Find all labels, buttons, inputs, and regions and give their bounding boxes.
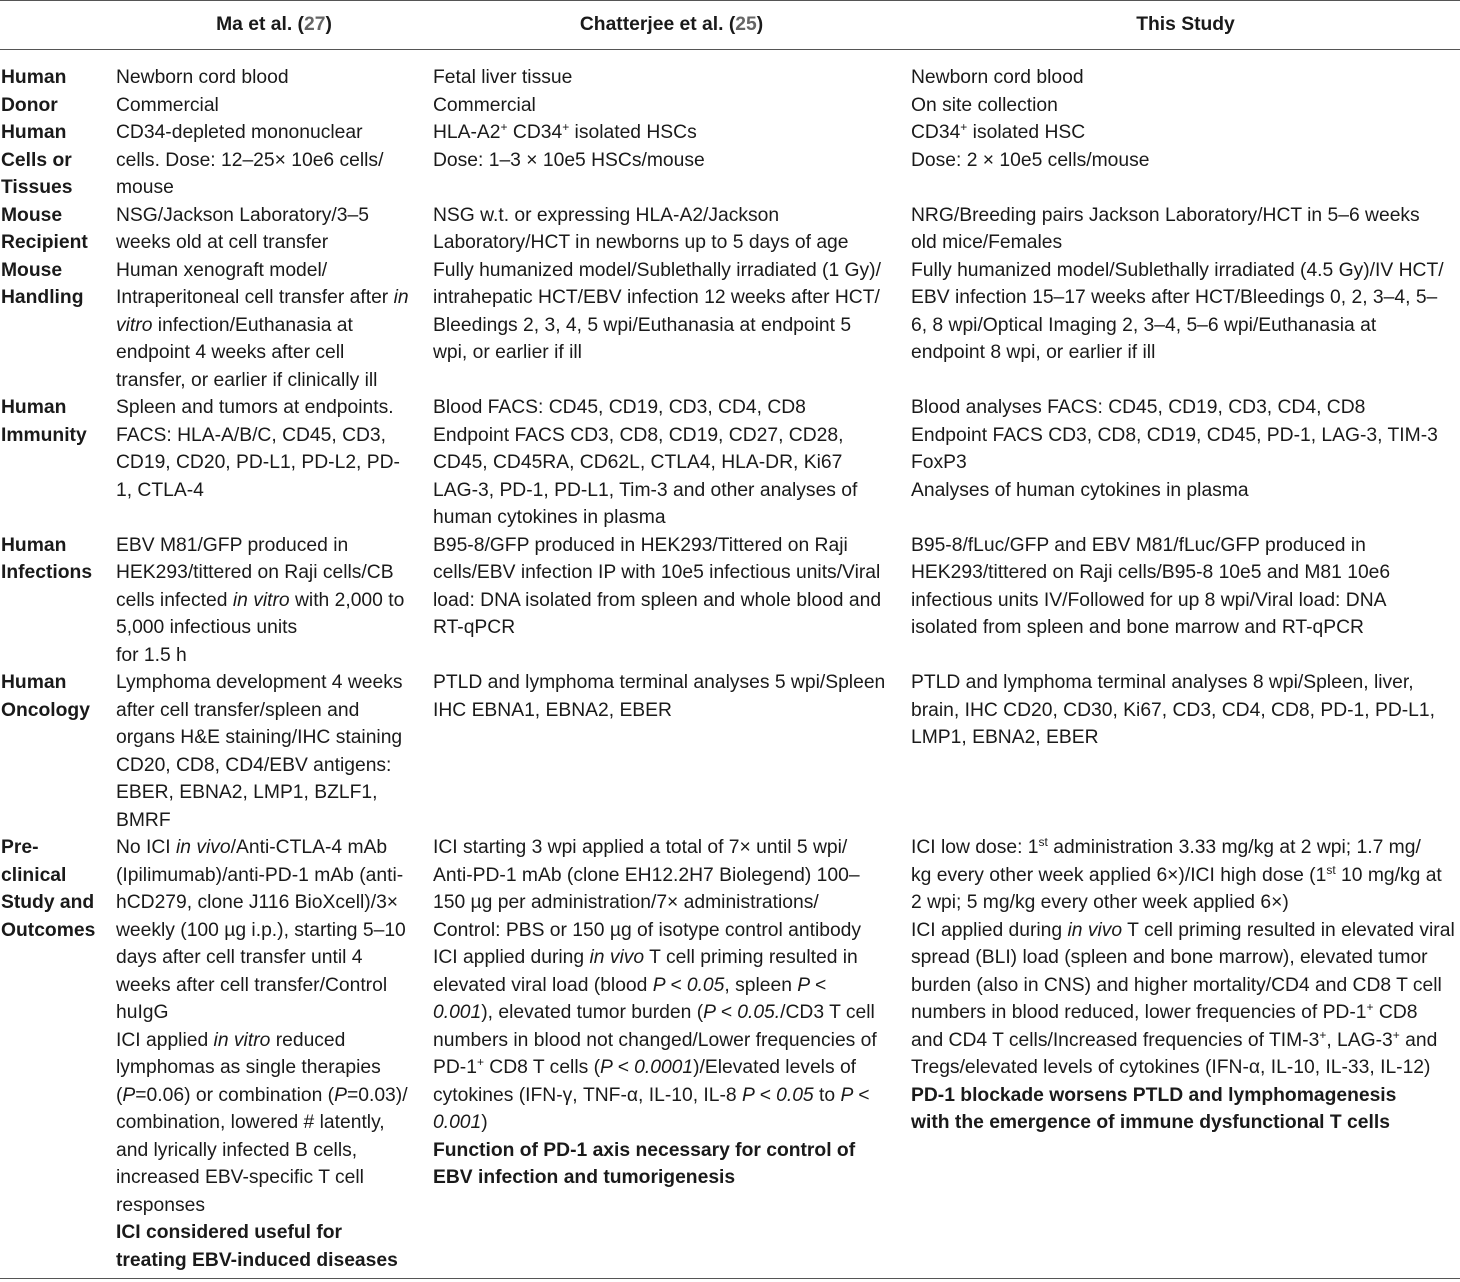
row-header-human-donor: Human Donor: [1, 67, 67, 116]
cell-chatterjee-immunity: Blood FACS: CD45, CD19, CD3, CD4, CD8 Endpoint FACS CD3, CD8, CD19, CD27, CD28, CD45, CD45RA, CD62L, CTLA4, HLA-DR, Ki67 LAG-3, PD-1, PD-L1, Tim-3 and other analyses of human cytokines in plasma: [433, 397, 858, 528]
cell-this-study-cells: CD34+ isolated HSC Dose: 2 × 10e5 cells/mouse: [911, 120, 1150, 171]
table-row: [0, 202, 1460, 257]
header-row: [0, 1, 1460, 50]
cell-this-study-infections: B95-8/fLuc/GFP and EBV M81/fLuc/GFP produced in HEK293/tittered on Raji cells/B95-8 10e5 and M81 10e6 infectious units IV/Followed for up 8 wpi/Viral load: DNA isolated from spleen and bone marrow and RT-qPCR: [911, 534, 1391, 638]
cell-ma-immunity: Spleen and tumors at endpoints. FACS: HLA-A/B/C, CD45, CD3, CD19, CD20, PD-L1, PD-L2, PD- 1, CTLA-4: [116, 397, 400, 501]
table-row: [0, 257, 1460, 395]
cell-this-study-handling: Fully humanized model/Sublethally irradiated (4.5 Gy)/IV HCT/ EBV infection 15–17 weeks after HCT/Bleedings 0, 2, 3–4, 5– 6, 8 wpi/Optical Imaging 2, 3–4, 5–6 wpi/Euthanasia at endpoint 8 wpi, or earlier if ill: [911, 259, 1444, 363]
row-header-mouse-handling: Mouse Handling: [1, 259, 84, 308]
cell-ma-cells: CD34-depleted mononuclear cells. Dose: 12–25× 10e6 cells/ mouse: [116, 122, 384, 198]
header-chatterjee: Chatterjee et al. (25): [432, 1, 911, 50]
cell-chatterjee-preclinical: ICI starting 3 wpi applied a total of 7× until 5 wpi/ Anti-PD-1 mAb (clone EH12.2H7 Biolegend) 100– 150 µg per administration/7× administrations/ Control: PBS or 150 µg of isotype control antibody ICI applied during in vivo T cell priming resulted in elevated viral load (blood P < 0.05, spleen P < 0.001), elevated tumor burden (P < 0.05./CD3 T cell numbers in blood not changed/Lower frequencies of PD-1+ CD8 T cells (P < 0.0001)/Elevated levels of cytokines (IFN-γ, TNF-α, IL-10, IL-8 P < 0.05 to P < 0.001) Function of PD-1 axis necessary for control of EBV infection and tumorigenesis: [432, 834, 911, 1282]
cell-ma-recipient: NSG/Jackson Laboratory/3–5 weeks old at cell transfer: [116, 204, 369, 253]
conclusion-chatterjee: Function of PD-1 axis necessary for control of EBV infection and tumorigenesis: [433, 1139, 856, 1188]
row-header-preclinical: Pre- clinical Study and Outcomes: [1, 837, 96, 941]
cell-ma-infections: EBV M81/GFP produced in HEK293/tittered on Raji cells/CB cells infected in vitro with 2,000 to 5,000 infectious units for 1.5 h: [116, 534, 405, 666]
ref-link-25[interactable]: 25: [735, 14, 757, 36]
cell-chatterjee-oncology: PTLD and lymphoma terminal analyses 5 wpi/Spleen IHC EBNA1, EBNA2, EBER: [433, 672, 886, 721]
cell-chatterjee-infections: B95-8/GFP produced in HEK293/Tittered on Raji cells/EBV infection IP with 10e5 infectious units/Viral load: DNA isolated from spleen and whole blood and RT-qPCR: [433, 534, 882, 638]
table-row: [0, 119, 1460, 202]
cell-ma-donor: Newborn cord blood Commercial: [116, 67, 289, 116]
header-ma: Ma et al. (27): [116, 1, 432, 50]
row-header-human-oncology: Human Oncology: [1, 672, 90, 721]
row-header-human-infections: Human Infections: [1, 534, 93, 583]
ref-link-27[interactable]: 27: [303, 14, 326, 36]
cell-chatterjee-recipient: NSG w.t. or expressing HLA-A2/Jackson Laboratory/HCT in newborns up to 5 days of age: [433, 204, 849, 253]
cell-ma-handling: Human xenograft model/ Intraperitoneal cell transfer after in vitro infection/Euthanasia at endpoint 4 weeks after cell transfer, or earlier if clinically ill: [116, 259, 409, 391]
conclusion-this-study: PD-1 blockade worsens PTLD and lymphomagenesis with the emergence of immune dysfunctional T cells: [911, 1084, 1397, 1133]
cell-chatterjee-donor: Fetal liver tissue Commercial: [433, 67, 573, 116]
cell-this-study-immunity: Blood analyses FACS: CD45, CD19, CD3, CD4, CD8 Endpoint FACS CD3, CD8, CD19, CD45, PD-1, LAG-3, TIM-3 FoxP3 Analyses of human cytokines in plasma: [911, 397, 1438, 501]
conclusion-ma: ICI considered useful for treating EBV-induced diseases: [116, 1222, 398, 1271]
cell-chatterjee-cells: HLA-A2+ CD34+ isolated HSCs Dose: 1–3 × 10e5 HSCs/mouse: [433, 120, 705, 171]
header-empty: [0, 1, 116, 50]
row-header-mouse-recipient: Mouse Recipient: [1, 204, 88, 253]
row-header-human-immunity: Human Immunity: [1, 397, 87, 446]
header-this-study: This Study: [911, 1, 1460, 50]
table-row: [0, 50, 1460, 120]
table-row: [0, 532, 1460, 670]
cell-this-study-recipient: NRG/Breeding pairs Jackson Laboratory/HCT in 5–6 weeks old mice/Females: [911, 204, 1420, 253]
row-header-human-cells: Human Cells or Tissues: [1, 122, 73, 198]
table-row: [0, 394, 1460, 532]
cell-ma-preclinical: No ICI in vivo/Anti-CTLA-4 mAb (Ipilimumab)/anti-PD-1 mAb (anti- hCD279, clone J116 BioXcell)/3× weekly (100 µg i.p.), starting 5–10 days after cell transfer until 4 weeks after cell transfer/Control huIgG ICI applied in vitro reduced lymphomas as single therapies (P=0.06) or combination (P=0.03)/ combination, lowered # latently, and lyrically infected B cells, increased EBV-specific T cell responses ICI considered useful for treating EBV-induced diseases: [116, 834, 432, 1282]
bottom-rule: [0, 1278, 1460, 1279]
cell-ma-oncology: Lymphoma development 4 weeks after cell transfer/spleen and organs H&E staining/IHC staining CD20, CD8, CD4/EBV antigens: EBER, EBNA2, LMP1, BZLF1, BMRF: [116, 672, 403, 831]
cell-this-study-preclinical: ICI low dose: 1st administration 3.33 mg/kg at 2 wpi; 1.7 mg/ kg every other week applied 6×)/ICI high dose (1st 10 mg/kg at 2 wpi; 5 mg/kg every other week applied 6×) ICI applied during in vivo T cell priming resulted in elevated viral spread (BLI) load (spleen and bone marrow), elevated tumor burden (also in CNS) and higher mortality/CD4 and CD8 T cell numbers in blood reduced, lower frequencies of PD-1+ CD8 and CD4 T cells/Increased frequencies of TIM-3+, LAG-3+ and Tregs/elevated levels of cytokines (IFN-α, IL-10, IL-33, IL-12) PD-1 blockade worsens PTLD and lymphomagenesis with the emergence of immune dysfunctional T cells: [911, 834, 1460, 1282]
cell-this-study-oncology: PTLD and lymphoma terminal analyses 8 wpi/Spleen, liver, brain, IHC CD20, CD30, Ki67, CD3, CD4, CD8, PD-1, PD-L1, LMP1, EBNA2, EBER: [911, 672, 1435, 748]
cell-chatterjee-handling: Fully humanized model/Sublethally irradiated (1 Gy)/ intrahepatic HCT/EBV infection 12 weeks after HCT/ Bleedings 2, 3, 4, 5 wpi/Euthanasia at endpoint 5 wpi, or earlier if ill: [433, 259, 881, 363]
table-row: [0, 669, 1460, 834]
cell-this-study-donor: Newborn cord blood On site collection: [911, 67, 1084, 116]
table-row: [0, 834, 1460, 1282]
